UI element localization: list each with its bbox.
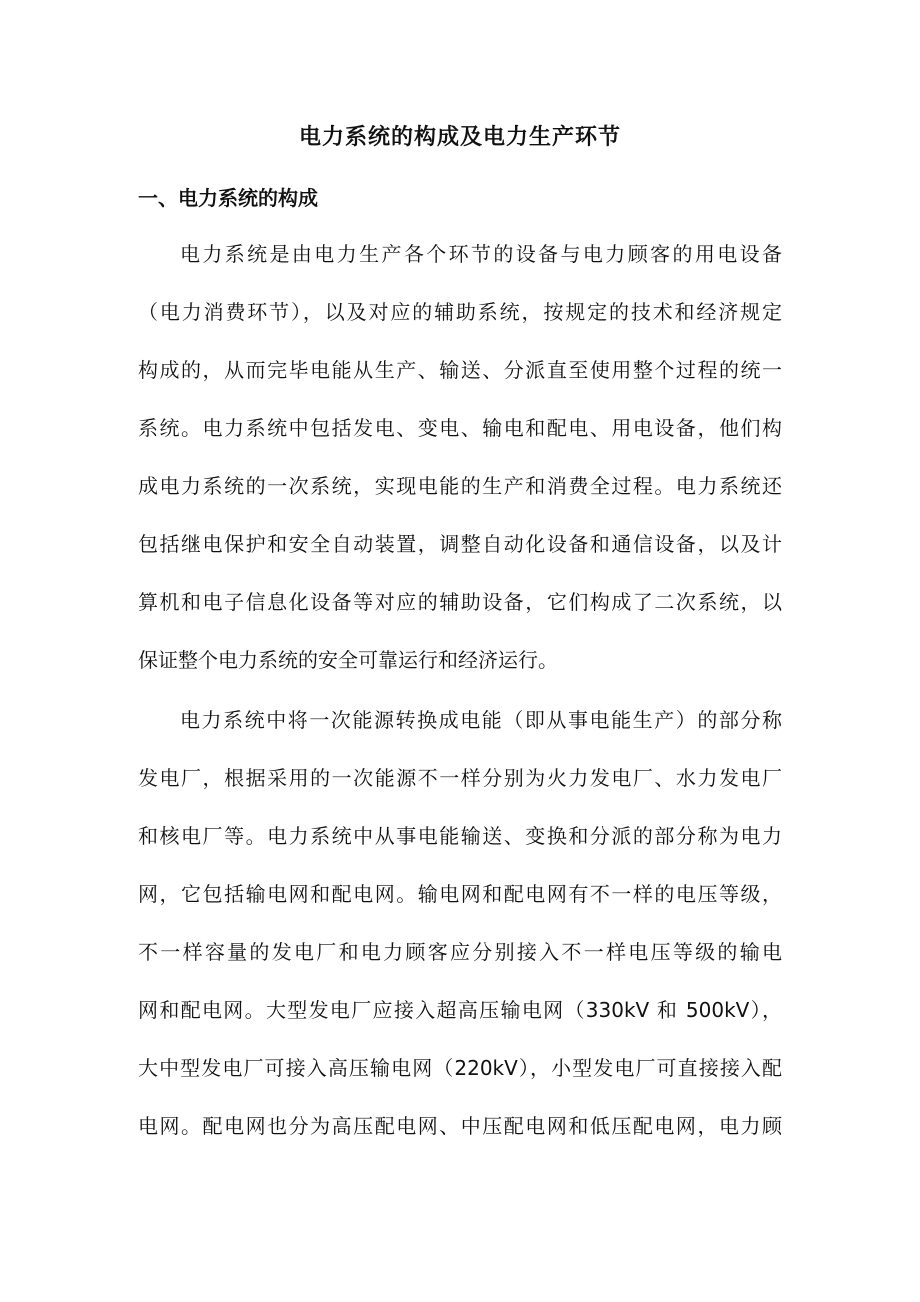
paragraph-1-line-3: 构成的，从而完毕电能从生产、输送、分派直至使用整个过程的统一 <box>138 358 782 382</box>
paragraph-2-line-2: 发电厂，根据采用的一次能源不一样分别为火力发电厂、水力发电厂 <box>138 766 782 790</box>
section-heading: 一、电力系统的构成 <box>138 186 318 210</box>
paragraph-2-line-6: 网和配电网。大型发电厂应接入超高压输电网（330kV 和 500kV）， <box>138 998 782 1022</box>
paragraph-2-line-1: 电力系统中将一次能源转换成电能（即从事电能生产）的部分称 <box>180 708 782 732</box>
paragraph-2-line-7: 大中型发电厂可接入高压输电网（220kV），小型发电厂可直接接入配 <box>138 1056 782 1080</box>
paragraph-2-line-3: 和核电厂等。电力系统中从事电能输送、变换和分派的部分称为电力 <box>138 824 782 848</box>
paragraph-1-line-4: 系统。电力系统中包括发电、变电、输电和配电、用电设备，他们构 <box>138 416 782 440</box>
paragraph-1-line-2: （电力消费环节），以及对应的辅助系统，按规定的技术和经济规定 <box>138 300 782 324</box>
document-title: 电力系统的构成及电力生产环节 <box>298 125 621 150</box>
paragraph-2-line-4: 网，它包括输电网和配电网。输电网和配电网有不一样的电压等级， <box>138 882 782 906</box>
paragraph-1-line-7: 算机和电子信息化设备等对应的辅助设备，它们构成了二次系统，以 <box>138 590 782 614</box>
paragraph-1-line-1: 电力系统是由电力生产各个环节的设备与电力顾客的用电设备 <box>180 242 782 266</box>
paragraph-2-line-5: 不一样容量的发电厂和电力顾客应分别接入不一样电压等级的输电 <box>138 940 782 964</box>
paragraph-2-line-8: 电网。配电网也分为高压配电网、中压配电网和低压配电网，电力顾 <box>138 1114 782 1138</box>
paragraph-1-line-5: 成电力系统的一次系统，实现电能的生产和消费全过程。电力系统还 <box>138 474 782 498</box>
paragraph-1-line-6: 包括继电保护和安全自动装置，调整自动化设备和通信设备，以及计 <box>138 532 782 556</box>
paragraph-1-line-8: 保证整个电力系统的安全可靠运行和经济运行。 <box>138 648 558 672</box>
